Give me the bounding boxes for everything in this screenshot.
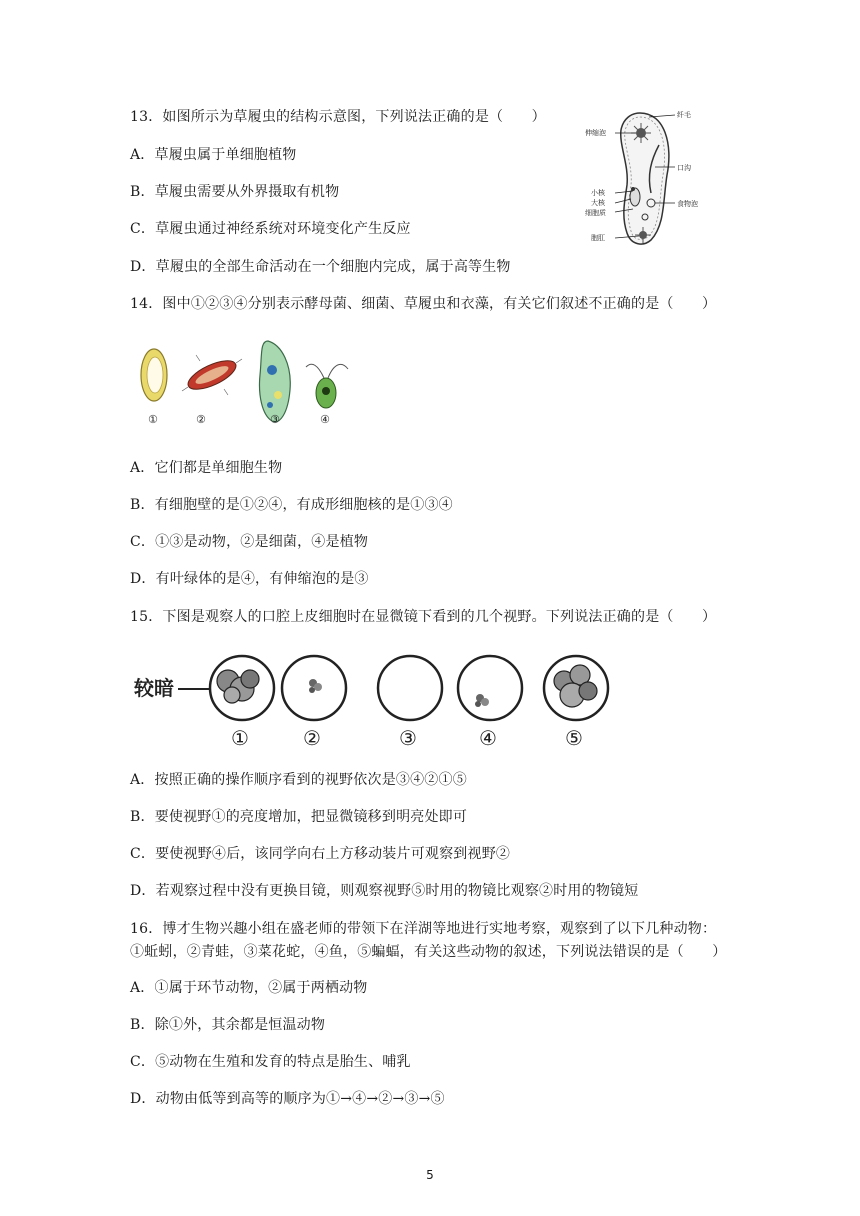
label-anal-pore: 胞肛 [591,234,605,242]
paramecium-diagram [585,105,715,250]
organism-label-1: ① [148,413,158,426]
q14-stem: 14．图中①②③④分别表示酵母菌、细菌、草履虫和衣藻，有关它们叙述不正确的是（ ） [130,296,717,312]
q13-option-c: C．草履虫通过神经系统对环境变化产生反应 [130,221,411,237]
q16-stem-line2: ①蚯蚓，②青蛙，③菜花蛇，④鱼，⑤蝙蝠，有关这些动物的叙述，下列说法错误的是（ ） [130,944,727,960]
organism-label-3: ③ [270,413,280,426]
q15-microscope-views-figure [130,645,620,750]
q16-option-d: D．动物由低等到高等的顺序为①→④→②→③→⑤ [130,1091,445,1107]
q13-option-d: D．草履虫的全部生命活动在一个细胞内完成，属于高等生物 [130,259,511,275]
label-cilia: 纤毛 [677,111,691,119]
label-macronucleus: 大核 [591,199,605,207]
q14-option-c: C．①③是动物，②是细菌，④是植物 [130,534,369,550]
q16-option-a: A．①属于环节动物，②属于两栖动物 [130,980,368,996]
view-label-2: ② [303,726,321,750]
label-cytoplasm: 细胞质 [585,209,606,217]
q15-option-d: D．若观察过程中没有更换目镜，则观察视野⑤时用的物镜比观察②时用的物镜短 [130,883,639,899]
organism-label-4: ④ [320,413,330,426]
view-label-4: ④ [479,726,497,750]
q14-option-b: B．有细胞壁的是①②④，有成形细胞核的是①③④ [130,497,453,513]
label-contractile-vacuole: 伸缩泡 [585,129,606,137]
q15-stem: 15．下图是观察人的口腔上皮细胞时在显微镜下看到的几个视野。下列说法正确的是（ ） [130,609,717,625]
q15-option-b: B．要使视野①的亮度增加，把显微镜移到明亮处即可 [130,809,468,825]
view-label-3: ③ [399,726,417,750]
q16-option-c: C．⑤动物在生殖和发育的特点是胎生、哺乳 [130,1054,411,1070]
q16-stem-line1: 16．博才生物兴趣小组在盛老师的带领下在洋湖等地进行实地考察，观察到了以下几种动物： [130,921,717,937]
microscope-views-drawing [130,645,620,750]
q14-option-a: A．它们都是单细胞生物 [130,460,283,476]
q15-option-c: C．要使视野④后，该同学向右上方移动装片可观察到视野② [130,846,511,862]
q13-option-a: A．草履虫属于单细胞植物 [130,147,297,163]
q14-organisms-figure [130,335,360,430]
label-micronucleus: 小核 [591,189,605,197]
q15-option-a: A．按照正确的操作顺序看到的视野依次是③④②①⑤ [130,772,467,788]
q16-option-b: B．除①外，其余都是恒温动物 [130,1017,326,1033]
q13-stem: 13．如图所示为草履虫的结构示意图，下列说法正确的是（ ） [130,109,546,125]
paramecium-drawing [585,105,715,250]
organisms-drawing [130,335,360,430]
dark-label: 较暗 [134,676,174,700]
label-food-vacuole: 食物泡 [677,200,698,208]
label-oral-groove: 口沟 [677,164,691,172]
view-label-1: ① [231,726,249,750]
q13-option-b: B．草履虫需要从外界摄取有机物 [130,184,340,200]
page-number: 5 [426,1168,434,1182]
q14-option-d: D．有叶绿体的是④，有伸缩泡的是③ [130,571,369,587]
organism-label-2: ② [196,413,206,426]
view-label-5: ⑤ [565,726,583,750]
